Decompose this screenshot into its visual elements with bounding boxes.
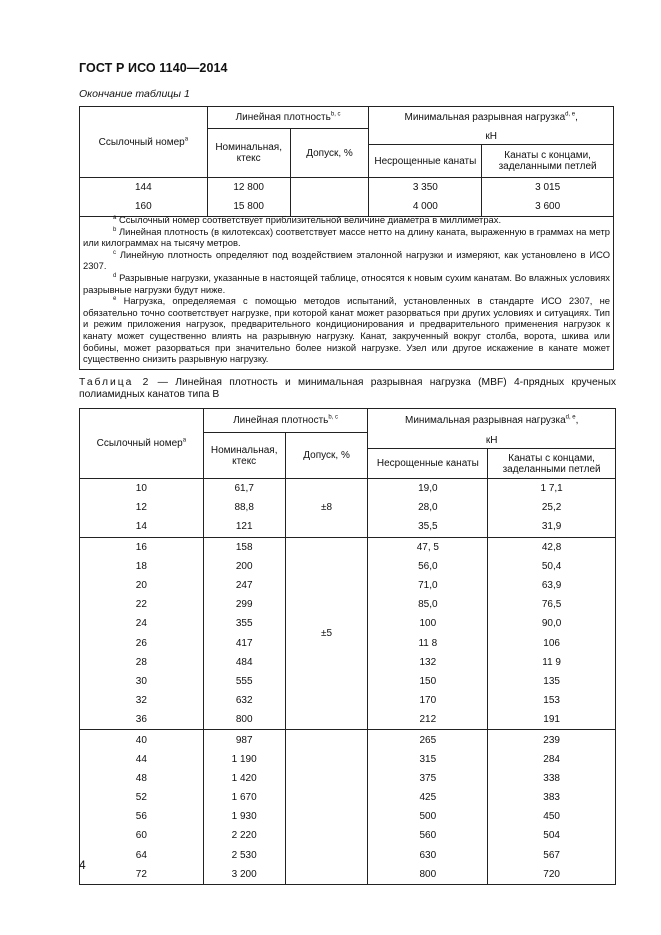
cell-nominal: 987 xyxy=(203,730,285,750)
cell-nominal: 1 930 xyxy=(203,807,285,826)
cell-nominal: 121 xyxy=(203,517,285,537)
header-unspliced: Несрощенные канаты xyxy=(369,145,482,178)
cell-unspliced: 212 xyxy=(368,710,488,730)
cell-ref: 48 xyxy=(80,769,204,788)
header-tolerance: Допуск, % xyxy=(285,433,368,479)
cell-spliced: 42,8 xyxy=(488,537,616,557)
note-d: $^d$ Разрывные нагрузки, указанные в настоящей таблице, относятся к новым сухим канатам. Во влажных условиях разрывные нагрузки будут ниже. xyxy=(83,271,610,295)
cell-ref: 28 xyxy=(80,653,204,672)
cell-ref: 44 xyxy=(80,750,204,769)
header-linear-density: Линейная плотность$^{b, c}$ xyxy=(207,107,369,129)
cell-nominal: 88,8 xyxy=(203,498,285,517)
cell-ref: 26 xyxy=(80,634,204,653)
header-min-breaking-force: Минимальная разрывная нагрузка$^{d, e}$, xyxy=(368,409,616,433)
cell-unspliced: 315 xyxy=(368,750,488,769)
cell-unspliced: 85,0 xyxy=(368,595,488,614)
table-2 xyxy=(79,408,616,885)
header-linear-density: Линейная плотность$^{b, c}$ xyxy=(203,409,368,433)
header-unit: кН xyxy=(368,433,616,449)
cell-spliced: 504 xyxy=(488,826,616,845)
table-row xyxy=(80,537,616,557)
cell-spliced: 284 xyxy=(488,750,616,769)
cell-spliced: 567 xyxy=(488,846,616,865)
cell-nominal: 417 xyxy=(203,634,285,653)
table-1-notes xyxy=(79,212,614,370)
header-ref-number: Ссылочный номер$^a$ xyxy=(80,409,204,479)
cell-ref: 52 xyxy=(80,788,204,807)
header-unit: кН xyxy=(369,129,614,145)
cell-ref: 60 xyxy=(80,826,204,845)
table-continuation-caption: Окончание таблицы 1 xyxy=(79,88,190,100)
cell-spliced: 239 xyxy=(488,730,616,750)
table-2-caption: Таблица 2 — Линейная плотность и минимальная разрывная нагрузка (MBF) 4-прядных крученых полиамидных канатов типа В xyxy=(79,377,616,400)
header-nominal: Номинальная, ктекс xyxy=(203,433,285,479)
cell-spliced: 63,9 xyxy=(488,576,616,595)
cell-unspliced: 150 xyxy=(368,672,488,691)
cell-nominal: 484 xyxy=(203,653,285,672)
note-b: $^b$ Линейная плотность (в килотексах) соответствует массе нетто на длину каната, выраженную в граммах на метр или килограммах на тысячу метров. xyxy=(83,225,610,249)
cell-unspliced: 28,0 xyxy=(368,498,488,517)
cell-nominal: 1 670 xyxy=(203,788,285,807)
cell-ref: 72 xyxy=(80,865,204,885)
header-nominal: Номинальная, ктекс xyxy=(207,129,290,178)
note-c: $^c$ Линейную плотность определяют под воздействием эталонной нагрузки и измеряют, как установлено в ИСО 2307. xyxy=(83,248,610,272)
table-row xyxy=(80,479,616,499)
cell-ref: 22 xyxy=(80,595,204,614)
cell-nominal: 200 xyxy=(203,557,285,576)
cell-unspliced: 71,0 xyxy=(368,576,488,595)
cell-unspliced: 800 xyxy=(368,865,488,885)
cell-spliced: 106 xyxy=(488,634,616,653)
cell-spliced: 450 xyxy=(488,807,616,826)
cell-nominal: 2 530 xyxy=(203,846,285,865)
cell-spliced: 135 xyxy=(488,672,616,691)
cell-unspliced: 35,5 xyxy=(368,517,488,537)
header-min-breaking-force: Минимальная разрывная нагрузка$^{d, e}$, xyxy=(369,107,614,129)
cell-nominal: 2 220 xyxy=(203,826,285,845)
cell-nominal: 3 200 xyxy=(203,865,285,885)
header-unspliced: Несрощенные канаты xyxy=(368,449,488,479)
cell-nominal: 247 xyxy=(203,576,285,595)
cell-unspliced: 170 xyxy=(368,691,488,710)
cell-unspliced: 560 xyxy=(368,826,488,845)
cell-nominal: 61,7 xyxy=(203,479,285,499)
table-row xyxy=(80,730,616,750)
cell-ref: 14 xyxy=(80,517,204,537)
cell-ref: 16 xyxy=(80,537,204,557)
cell-nominal: 555 xyxy=(203,672,285,691)
page-number: 4 xyxy=(79,858,86,872)
cell-unspliced: 11 8 xyxy=(368,634,488,653)
cell-spliced: 90,0 xyxy=(488,614,616,633)
cell-unspliced: 100 xyxy=(368,614,488,633)
cell-unspliced: 630 xyxy=(368,846,488,865)
cell-ref: 24 xyxy=(80,614,204,633)
note-a: $^a$ Ссылочный номер соответствует приблизительной величине диаметра в миллиметрах. xyxy=(113,214,502,225)
cell-ref: 40 xyxy=(80,730,204,750)
cell-spliced: 383 xyxy=(488,788,616,807)
cell-ref: 30 xyxy=(80,672,204,691)
cell-tolerance xyxy=(285,730,368,885)
cell-unspliced: 56,0 xyxy=(368,557,488,576)
cell-unspliced: 500 xyxy=(368,807,488,826)
cell-spliced: 11 9 xyxy=(488,653,616,672)
cell-nominal: 299 xyxy=(203,595,285,614)
document-title: ГОСТ Р ИСО 1140—2014 xyxy=(79,61,228,75)
table-1 xyxy=(79,106,614,217)
cell-nominal: 632 xyxy=(203,691,285,710)
cell-ref: 56 xyxy=(80,807,204,826)
cell-tolerance: ±8 xyxy=(285,479,368,538)
cell-unspliced: 425 xyxy=(368,788,488,807)
cell-ref: 18 xyxy=(80,557,204,576)
header-spliced: Канаты с концами, заделанными петлей xyxy=(488,449,616,479)
cell-unspliced: 375 xyxy=(368,769,488,788)
cell-spliced: 31,9 xyxy=(488,517,616,537)
cell-unspliced: 265 xyxy=(368,730,488,750)
cell-spliced: 338 xyxy=(488,769,616,788)
cell-spliced: 191 xyxy=(488,710,616,730)
cell-tolerance: ±5 xyxy=(285,537,368,730)
note-e: $^e$ Нагрузка, определяемая с помощью методов испытаний, установленных в стандарте ИСО 2307, не обязательно точно соответствует нагрузке, при которой канат может разорваться при других условиях и ситуациях. Тип и режим приложения нагрузок, предварительного кондиционирования и предварительного применения нагрузок к канату может существенно влиять на разрывную нагрузку. Канат, закрученный вокруг столба, ворота, шкива или бобины, может разорваться при значительно более низкой нагрузке. Узел или другое искажение в канате может существенно снизить разрывную нагрузку. xyxy=(83,295,611,365)
cell-unspliced: 132 xyxy=(368,653,488,672)
cell-unspliced: 19,0 xyxy=(368,479,488,499)
cell-spliced: 153 xyxy=(488,691,616,710)
cell-ref: 12 xyxy=(80,498,204,517)
cell-spliced: 25,2 xyxy=(488,498,616,517)
cell-nominal: 800 xyxy=(203,710,285,730)
cell-nominal: 1 190 xyxy=(203,750,285,769)
cell-ref: 64 xyxy=(80,846,204,865)
header-tolerance: Допуск, % xyxy=(290,129,369,178)
cell-ref: 32 xyxy=(80,691,204,710)
header-spliced: Канаты с концами, заделанными петлей xyxy=(482,145,614,178)
cell-spliced: 50,4 xyxy=(488,557,616,576)
cell-unspliced: 47, 5 xyxy=(368,537,488,557)
cell-ref: 10 xyxy=(80,479,204,499)
cell-ref: 36 xyxy=(80,710,204,730)
cell-nominal: 1 420 xyxy=(203,769,285,788)
cell-spliced: 720 xyxy=(488,865,616,885)
cell-spliced: 76,5 xyxy=(488,595,616,614)
table-row: 160 15 800 4 000 3 600 xyxy=(80,197,614,217)
cell-nominal: 158 xyxy=(203,537,285,557)
cell-spliced: 1 7,1 xyxy=(488,479,616,499)
cell-ref: 20 xyxy=(80,576,204,595)
cell-nominal: 355 xyxy=(203,614,285,633)
header-ref-number: Ссылочный номер$^a$ xyxy=(80,107,208,178)
table-row: 144 12 800 3 350 3 015 xyxy=(80,178,614,198)
